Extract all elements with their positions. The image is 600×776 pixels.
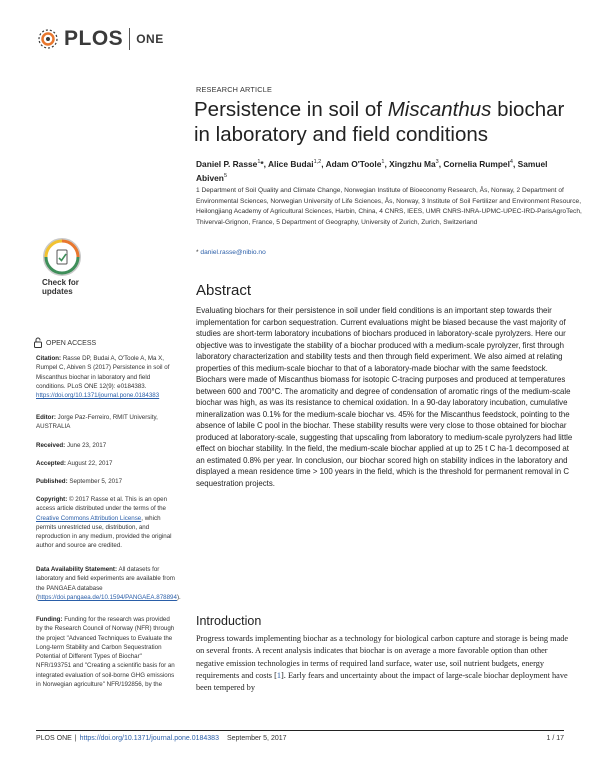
author-name: Alice Budai	[267, 158, 314, 169]
abstract-heading: Abstract	[196, 282, 252, 299]
open-access-label: OPEN ACCESS	[46, 340, 97, 347]
footer-journal: PLOS ONE	[36, 735, 72, 742]
published-date: September 5, 2017	[69, 478, 123, 485]
accepted-label: Accepted:	[36, 460, 66, 467]
intro-text-part-1: Progress towards implementing biochar as a technology for biological carbon capture and storage is being made on several fronts. A recent analysis indicates that biochar is on average a more favorable option than other negative emission technologies in terms of required land surface, water use, soil nutrient budgets, energy requirements and costs [	[196, 634, 569, 680]
author-affiliation-number: 5	[223, 173, 227, 180]
open-access	[34, 337, 96, 350]
footer-doi-link[interactable]: https://doi.org/10.1371/journal.pone.0184383	[79, 735, 219, 742]
introduction-text	[196, 633, 576, 694]
title-part-1: Persistence in soil of	[194, 98, 388, 121]
copyright-text: © 2017 Rasse et al. This is an open access article distributed under the terms of the	[36, 496, 168, 513]
funding-text: Funding for the research was provided by the Research Council of Norway (NFR) through the project "Advanced Techniques to Evaluate the Long-term Stability and Carbon Sequestration Potential of Different Types of Biochar" NFR/193751 and "Creating a scientific basis for an integrated evaluation of soil-borne GHG emissions in Norwegian agriculture" NFR/192856, by the	[36, 616, 175, 689]
abstract-text: Evaluating biochars for their persistence in soil under field conditions is an important step towards their implementation for carbon sequestration. Current evaluations might be biased because the vast majority of studies are short-term laboratory incubations of biochars produced in laboratory-scale pyrolyzers. Here our objective was to investigate the stability of a biochar produced with a medium-scale pyrolyzer, first through laboratory characterization and stability tests and then through field experiment. We also aimed at relating properties of this medium-scale biochar to that of a laboratory-made biochar with the same feedstock. Biochars were made of Miscanthus biomass for isotopic C-tracing purposes and produced at temperatures between 600 and 700°C. The aromaticity and degree of condensation of aromatic rings of the medium-scale biochar was high, as was its resistance to chemical oxidation. In a 90-day laboratory incubation, cumulative mineralization was 0.1% for the medium-scale biochar vs. 45% for the Miscanthus feedstock, pointing to the absence of labile C pool in the biochar. These stability results were very close to those obtained for biochar produced at laboratory-scale, suggesting that upscaling from laboratory to medium-scale pyrolyzers had little effect on biochar stability. In the field, the medium-scale biochar applied at up to 25 t C ha-1 decomposed at an estimated 0.8% per year. In conclusion, our biochar scored high on stability indices in the laboratory and displayed a mean residence time > 100 years in the field, which is the threshold for permanent removal in C sequestration projects.	[196, 306, 573, 488]
received-date: June 23, 2017	[66, 442, 107, 449]
title-italic: Miscanthus	[387, 98, 492, 121]
data-availability-text: All datasets for laboratory and field experiments are available from the PANGAEA database (	[36, 566, 175, 601]
footer-divider	[36, 730, 564, 731]
journal-subbrand: ONE	[136, 32, 164, 46]
accepted-date: August 22, 2017	[67, 460, 113, 467]
author-name: Daniel P. Rasse	[196, 158, 258, 169]
author-affiliation-number: 4	[509, 159, 513, 165]
citation-label: Citation:	[36, 355, 62, 362]
check-updates-icon	[42, 237, 82, 277]
author-name: Samuel Abiven	[196, 158, 548, 184]
pangaea-link[interactable]: https://doi.pangaea.de/10.1594/PANGAEA.878894	[38, 593, 177, 601]
check-for-updates-button[interactable]	[36, 237, 94, 296]
correspondence-email[interactable]: daniel.rasse@nibio.no	[200, 249, 266, 256]
citation-link[interactable]: 1	[276, 670, 282, 680]
copyright-text-end: , which permits unrestricted use, distribution, and reproduction in any medium, provided the original author and source are credited.	[36, 514, 172, 550]
editor-text: Jorge Paz-Ferreiro, RMIT University, AUSTRALIA	[36, 414, 158, 431]
citation-doi-link[interactable]: https://doi.org/10.1371/journal.pone.0184383	[36, 392, 160, 400]
check-updates-label: Check for updates	[42, 278, 79, 296]
data-availability-label: Data Availability Statement:	[36, 566, 118, 573]
journal-logo[interactable]	[36, 26, 164, 52]
affiliations: 1 Department of Soil Quality and Climate Change, Norwegian Institute of Bioeconomy Research, Ås, Norway, 2 Department of Environmental Sciences, Norwegian University of Life Sciences, Ås, Norway, 3 Institute of Soil Fertilizer and Environment Resource, Heilongjiang Academy of Agricultural Sciences, Harbin, China, 4 CNRS, IEES, UMR CNRS-INRA-UPMC-UPEC-IRD-ParisAgroTech, Thiverval-Grignon, France, 5 Department of Geography, University of Zurich, Zurich, Switzerland	[196, 187, 582, 226]
author-affiliation-number: 1,2	[313, 159, 322, 165]
accepted-block	[36, 459, 176, 468]
author-affiliation-number: 3	[435, 159, 439, 165]
article-type: RESEARCH ARTICLE	[196, 85, 273, 94]
license-link[interactable]: Creative Commons Attribution License	[36, 514, 142, 522]
citation-text: Rasse DP, Budai A, O'Toole A, Ma X, Rumpel C, Abiven S (2017) Persistence in soil of Miscanthus biochar in laboratory and field conditions. PLoS ONE 12(9): e0184383.	[36, 355, 170, 390]
author-list: Daniel P. Rasse$^1$*, Alice Budai$^{1,2}$, Adam O'Toole$^1$, Xingzhu Ma$^3$, Cornelia Rumpel$^4$, Samuel Abiven$^5$	[196, 158, 548, 184]
logo-divider	[129, 28, 130, 50]
published-label: Published:	[36, 478, 68, 485]
page-footer	[36, 735, 564, 742]
data-availability-block	[36, 565, 181, 602]
page-number: 1 / 17	[546, 735, 564, 742]
funding-block	[36, 615, 176, 689]
corresponding-author-mark: *	[260, 158, 264, 169]
received-block	[36, 441, 176, 450]
data-availability-end: ).	[176, 593, 181, 601]
correspondence-mark: *	[196, 249, 199, 256]
footer-date: September 5, 2017	[226, 735, 287, 742]
received-label: Received:	[36, 442, 66, 449]
citation-block	[36, 354, 176, 400]
author-affiliation-number: 1	[257, 159, 261, 165]
copyright-label: Copyright:	[36, 496, 68, 503]
funding-label: Funding:	[36, 616, 63, 623]
intro-text-part-2: ]. Early fears and uncertainty about the impact of large-scale biochar deployment have been tempered by	[196, 670, 568, 693]
title-part-2: biochar in laboratory and field conditions	[194, 98, 565, 146]
author-name: Adam O'Toole	[325, 158, 382, 169]
copyright-block	[36, 495, 176, 551]
author-name: Cornelia Rumpel	[443, 158, 510, 169]
author-affiliation-number: 1	[381, 159, 385, 165]
introduction-heading: Introduction	[196, 614, 262, 628]
footer-separator: |	[74, 735, 77, 742]
published-block	[36, 477, 176, 486]
journal-brand: PLOS	[64, 27, 124, 50]
correspondence	[196, 249, 266, 256]
plos-logo-icon	[36, 27, 60, 51]
editor-block	[36, 413, 176, 432]
editor-label: Editor:	[36, 414, 56, 421]
open-lock-icon	[34, 337, 42, 350]
author-name: Xingzhu Ma	[389, 158, 436, 169]
article-title	[194, 97, 574, 147]
